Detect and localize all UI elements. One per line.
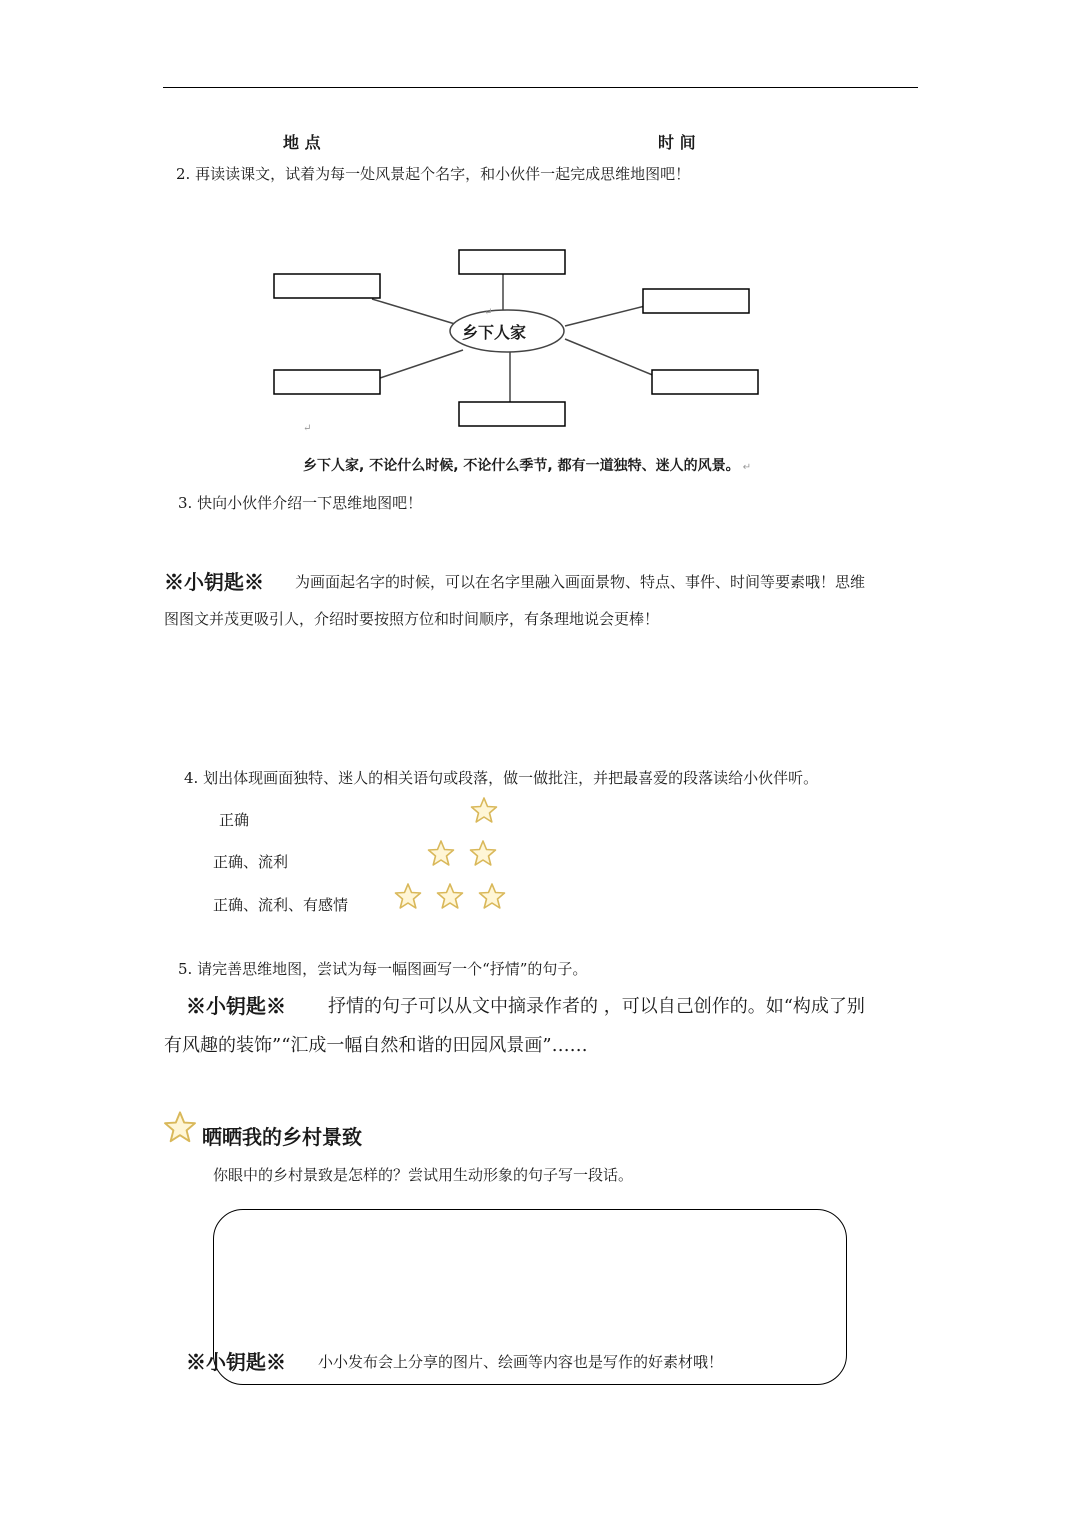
rating-label-2: 正确、流利 [213, 853, 289, 871]
branch-box-upper-left [274, 274, 380, 298]
key2-title: ※小钥匙※ [186, 994, 286, 1018]
branch-box-upper-right [643, 289, 749, 313]
svg-text:↵: ↵ [303, 423, 312, 434]
task4-text: 4. 划出体现画面独特、迷人的相关语句或段落，做一做批注，并把最喜爱的段落读给小伙伴听。 [184, 769, 819, 787]
time-label: 时 间 [658, 133, 696, 152]
star-icon [468, 839, 498, 869]
key1-title: ※小钥匙※ [164, 570, 264, 594]
star-icon [469, 796, 499, 826]
section-title: 晒晒我的乡村景致 [202, 1125, 362, 1149]
task2-text: 2. 再读读课文，试着为每一处风景起个名字，和小伙伴一起完成思维地图吧！ [176, 165, 691, 183]
key2-line1: 抒情的句子可以从文中摘录作者的 ，可以自己创作的。如“构成了别 [328, 996, 865, 1017]
star-icon [435, 882, 465, 912]
section-prompt: 你眼中的乡村景致是怎样的？尝试用生动形象的句子写一段话。 [213, 1166, 634, 1184]
mind-map [0, 0, 1080, 500]
center-node-label: 乡下人家 [462, 323, 527, 342]
star-icon [426, 839, 456, 869]
svg-text:↵: ↵ [484, 307, 493, 318]
task5-text: 5. 请完善思维地图，尝试为每一幅图画写一个“抒情”的句子。 [178, 960, 588, 978]
key2-line2: 有风趣的装饰”“汇成一幅自然和谐的田园风景画”…… [164, 1035, 588, 1056]
mind-map-caption: 乡下人家, 不论什么时候, 不论什么季节, 都有一道独特、迷人的风景。 ↵ [303, 458, 752, 474]
key1-line1: 为画面起名字的时候，可以在名字里融入画面景物、特点、事件、时间等要素哦！思维 [295, 573, 866, 591]
task3-text: 3. 快向小伙伴介绍一下思维地图吧！ [178, 494, 423, 512]
mind-map-lines [0, 0, 1080, 500]
key1-line2: 图图文并茂更吸引人，介绍时要按照方位和时间顺序，有条理地说会更棒！ [164, 610, 660, 628]
branch-box-lower-right [652, 370, 758, 394]
place-label: 地 点 [283, 133, 321, 152]
rating-label-1: 正确 [219, 811, 250, 829]
rating-label-3: 正确、流利、有感情 [213, 896, 349, 914]
branch-box-bottom [459, 402, 565, 426]
branch-box-lower-left [274, 370, 380, 394]
star-icon [162, 1110, 198, 1146]
star-icon [393, 882, 423, 912]
key3-text: 小小发布会上分享的图片、绘画等内容也是写作的好素材哦！ [318, 1353, 724, 1371]
branch-box-top [459, 250, 565, 274]
star-icon [477, 882, 507, 912]
key3-title: ※小钥匙※ [186, 1350, 286, 1374]
